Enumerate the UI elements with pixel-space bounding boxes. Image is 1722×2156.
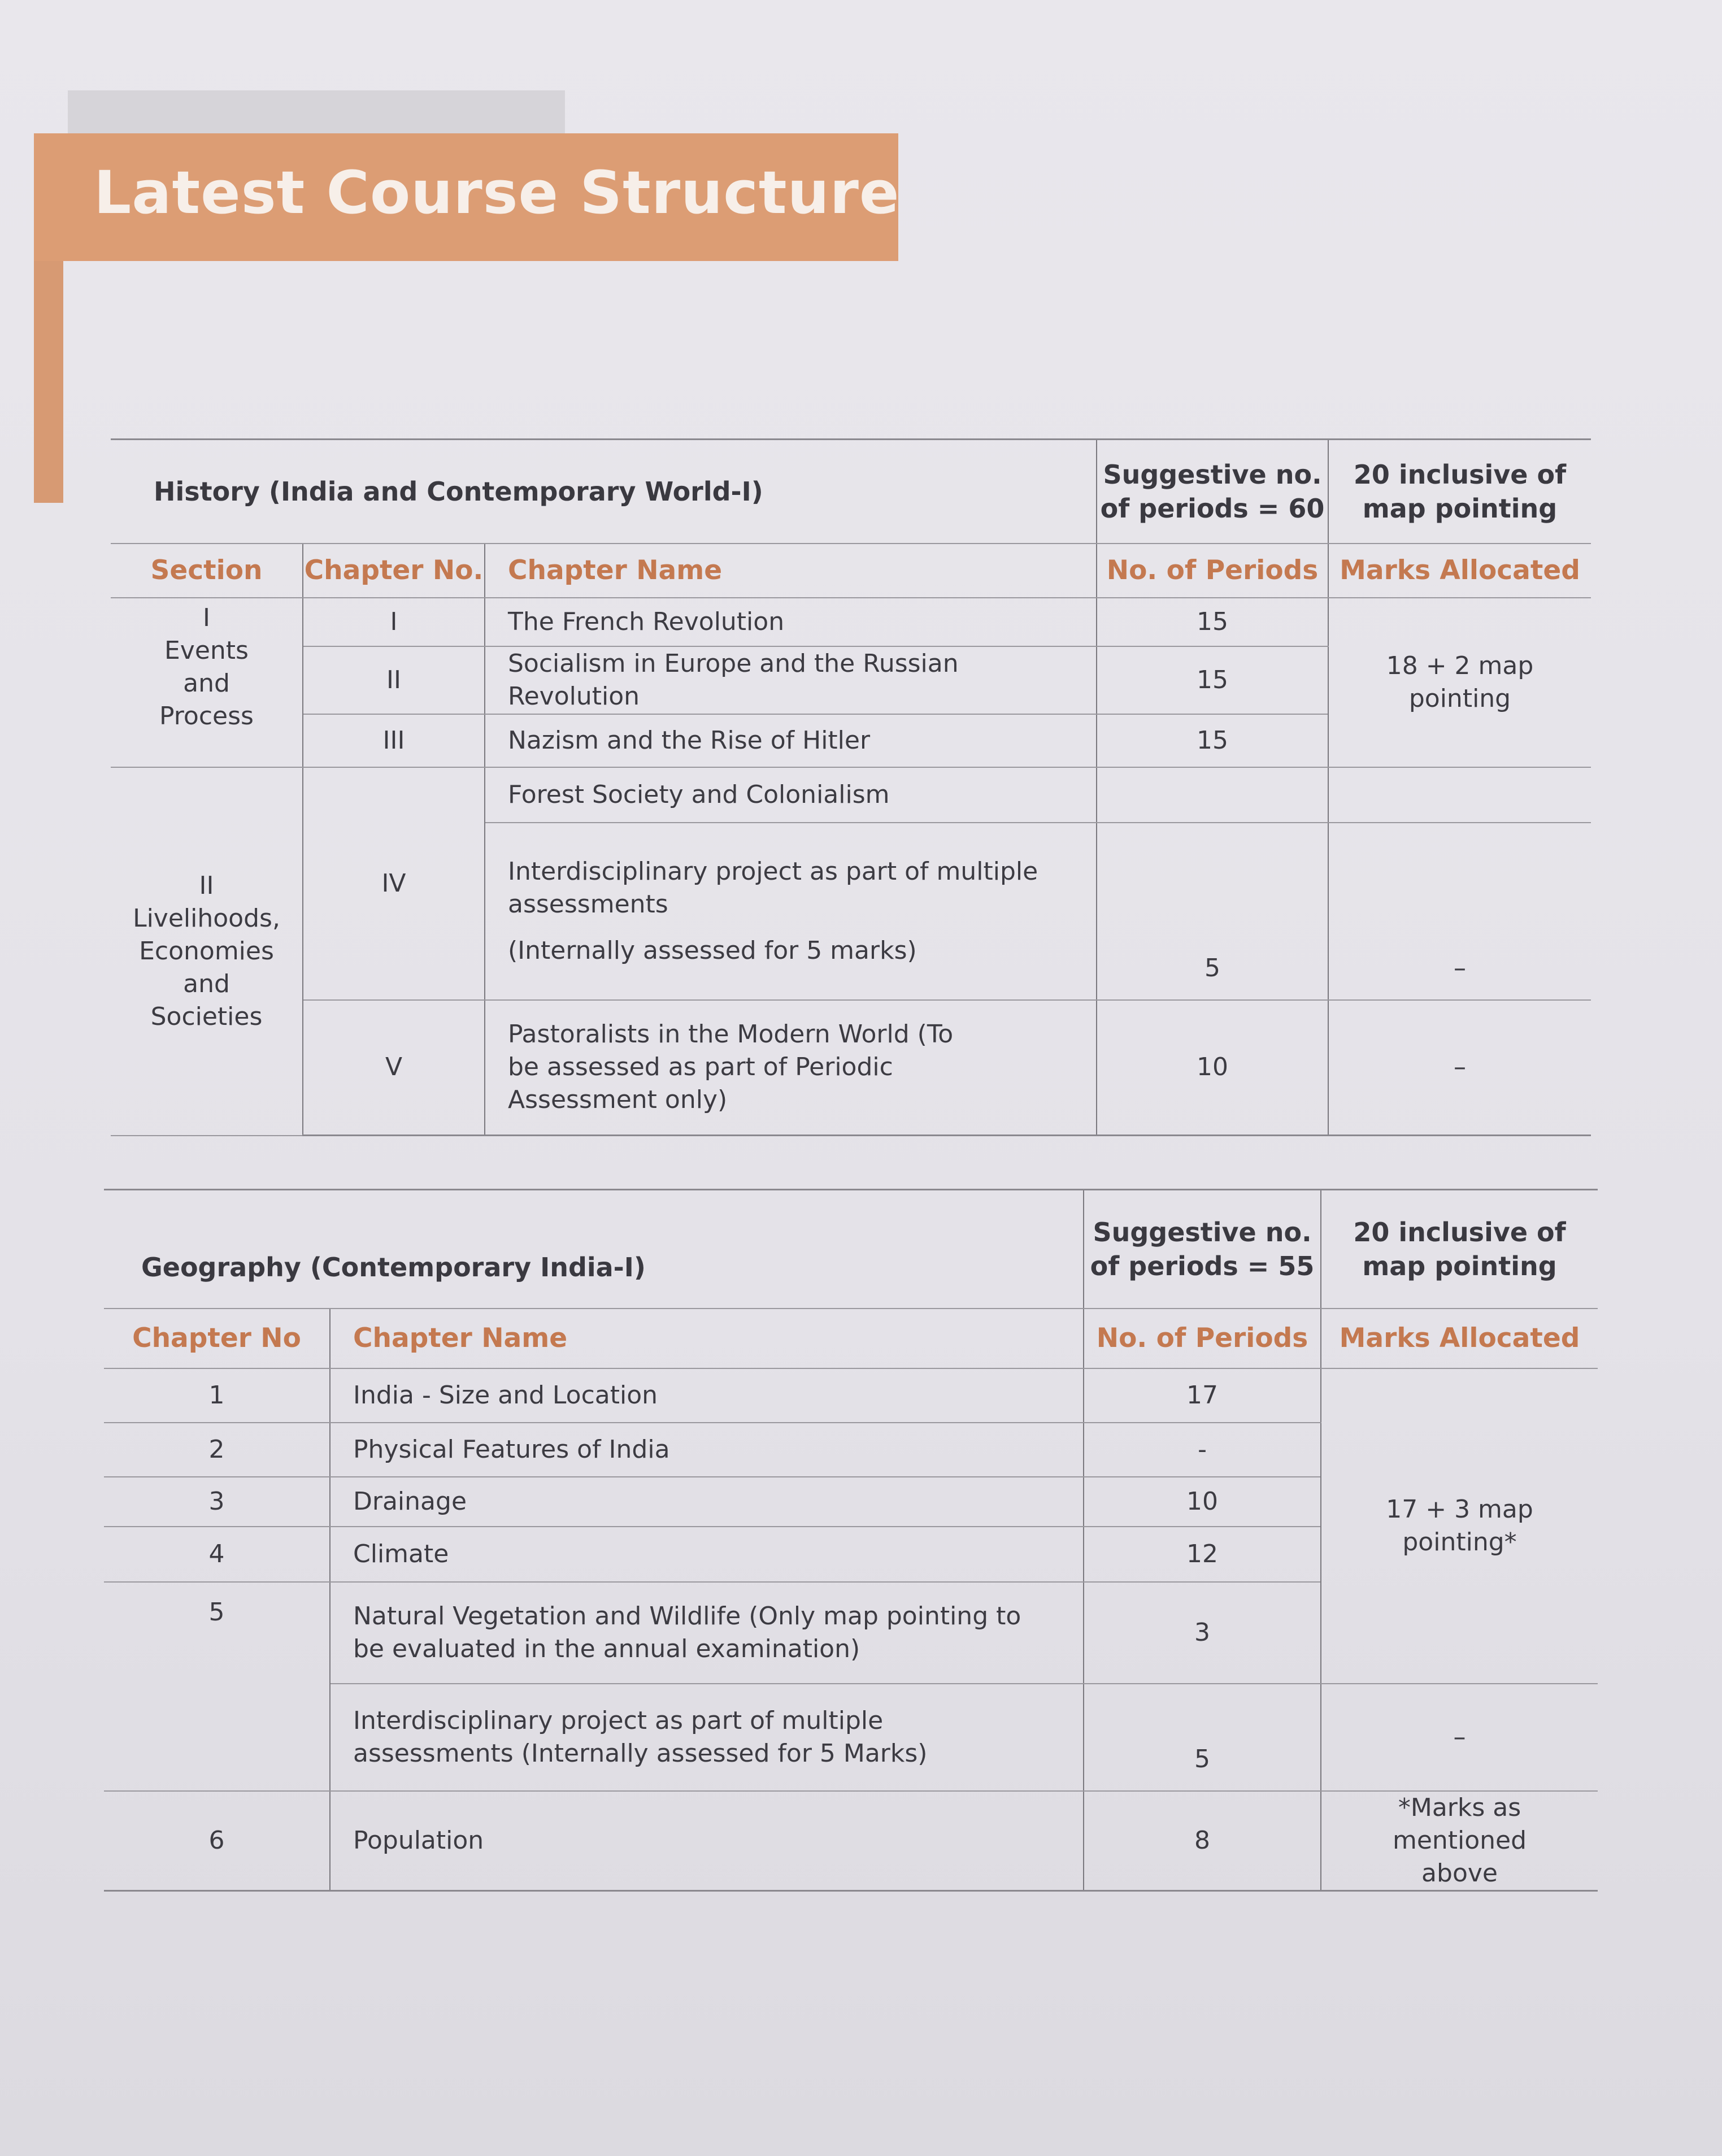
periods: 15: [1097, 646, 1328, 714]
chapter-name: Nazism and the Rise of Hitler: [485, 714, 1097, 767]
chapter-name: Natural Vegetation and Wildlife (Only map pointing to be evaluated in the annual examination): [330, 1582, 1084, 1684]
chapter-no: 1: [104, 1368, 330, 1423]
marks-cell-1: 17 + 3 map pointing*: [1321, 1368, 1598, 1684]
chapter-no: IV: [303, 767, 485, 1000]
chapter-name: India - Size and Location: [330, 1368, 1084, 1423]
chapter-no: III: [303, 714, 485, 767]
column-header-marks: Marks Allocated: [1321, 1309, 1598, 1368]
chapter-no: 4: [104, 1527, 330, 1582]
geography-table: [104, 1189, 1598, 1892]
chapter-no: 5: [104, 1582, 330, 1791]
marks: [1328, 767, 1591, 823]
periods: 17: [1084, 1368, 1321, 1423]
chapter-name: Climate: [330, 1527, 1084, 1582]
chapter-name: Interdisciplinary project as part of multiple assessments: [508, 857, 1038, 919]
chapter-name-cell: [485, 823, 1097, 1000]
periods: 15: [1097, 714, 1328, 767]
marks-cell-1: 18 + 2 map pointing: [1328, 598, 1591, 767]
column-header-chapter-no: Chapter No: [104, 1309, 330, 1368]
section-number: II: [199, 871, 214, 900]
chapter-no: 6: [104, 1791, 330, 1891]
column-header-periods: No. of Periods: [1084, 1309, 1321, 1368]
chapter-no: V: [303, 1000, 485, 1136]
chapter-name: Forest Society and Colonialism: [485, 767, 1097, 823]
chapter-no: 2: [104, 1423, 330, 1477]
column-header-chapter-name: Chapter Name: [330, 1309, 1084, 1368]
history-periods-note: Suggestive no. of periods = 60: [1097, 440, 1328, 544]
geography-marks-note: 20 inclusive of map pointing: [1321, 1190, 1598, 1309]
marks-note: *Marks as mentioned above: [1321, 1791, 1598, 1891]
column-header-marks: Marks Allocated: [1328, 544, 1591, 598]
table-row: [104, 1791, 1598, 1891]
periods: 15: [1097, 598, 1328, 646]
history-title-row: [111, 440, 1591, 544]
table-row: [111, 767, 1591, 823]
chapter-name: Drainage: [330, 1477, 1084, 1527]
chapter-name: Pastoralists in the Modern World (To be assessed as part of Periodic Assessment only): [485, 1000, 1097, 1136]
chapter-no: I: [303, 598, 485, 646]
title-banner: [34, 133, 898, 261]
history-marks-note: 20 inclusive of map pointing: [1328, 440, 1591, 544]
section-name: Events and Process: [159, 636, 254, 731]
table-row: [104, 1368, 1598, 1423]
page-title: Latest Course Structure: [94, 158, 900, 227]
column-header-chapter-name: Chapter Name: [485, 544, 1097, 598]
section-number: I: [203, 603, 210, 632]
history-subject: History (India and Contemporary World-I): [111, 440, 1097, 544]
periods: 10: [1084, 1477, 1321, 1527]
periods: 5: [1097, 823, 1328, 1000]
geography-header-row: [104, 1309, 1598, 1368]
chapter-no: 3: [104, 1477, 330, 1527]
chapter-note: (Internally assessed for 5 marks): [508, 936, 917, 965]
chapter-no: II: [303, 646, 485, 714]
marks: –: [1328, 1000, 1591, 1136]
periods: 3: [1084, 1582, 1321, 1684]
periods: 8: [1084, 1791, 1321, 1891]
history-header-row: [111, 544, 1591, 598]
periods: 12: [1084, 1527, 1321, 1582]
chapter-name: Physical Features of India: [330, 1423, 1084, 1477]
marks: –: [1328, 823, 1591, 1000]
section-cell-1: [111, 598, 303, 767]
periods: 10: [1097, 1000, 1328, 1136]
column-header-section: Section: [111, 544, 303, 598]
table-row: [111, 1000, 1591, 1136]
history-table: [111, 438, 1591, 1136]
chapter-name: Socialism in Europe and the Russian Revolution: [485, 646, 1097, 714]
geography-periods-note: Suggestive no. of periods = 55: [1084, 1190, 1321, 1309]
periods: -: [1084, 1423, 1321, 1477]
marks: –: [1321, 1684, 1598, 1791]
geography-subject: Geography (Contemporary India-I): [104, 1190, 1084, 1309]
chapter-name: Population: [330, 1791, 1084, 1891]
column-header-chapter-no: Chapter No.: [303, 544, 485, 598]
column-header-periods: No. of Periods: [1097, 544, 1328, 598]
section-name: Livelihoods, Economies and Societies: [133, 903, 280, 1031]
geography-title-row: [104, 1190, 1598, 1309]
section-cell-2: [111, 767, 303, 1136]
periods: 5: [1084, 1684, 1321, 1791]
table-row: [111, 598, 1591, 646]
chapter-name: Interdisciplinary project as part of multiple assessments (Internally assessed for 5 Marks): [330, 1684, 1084, 1791]
chapter-name: The French Revolution: [485, 598, 1097, 646]
periods: [1097, 767, 1328, 823]
